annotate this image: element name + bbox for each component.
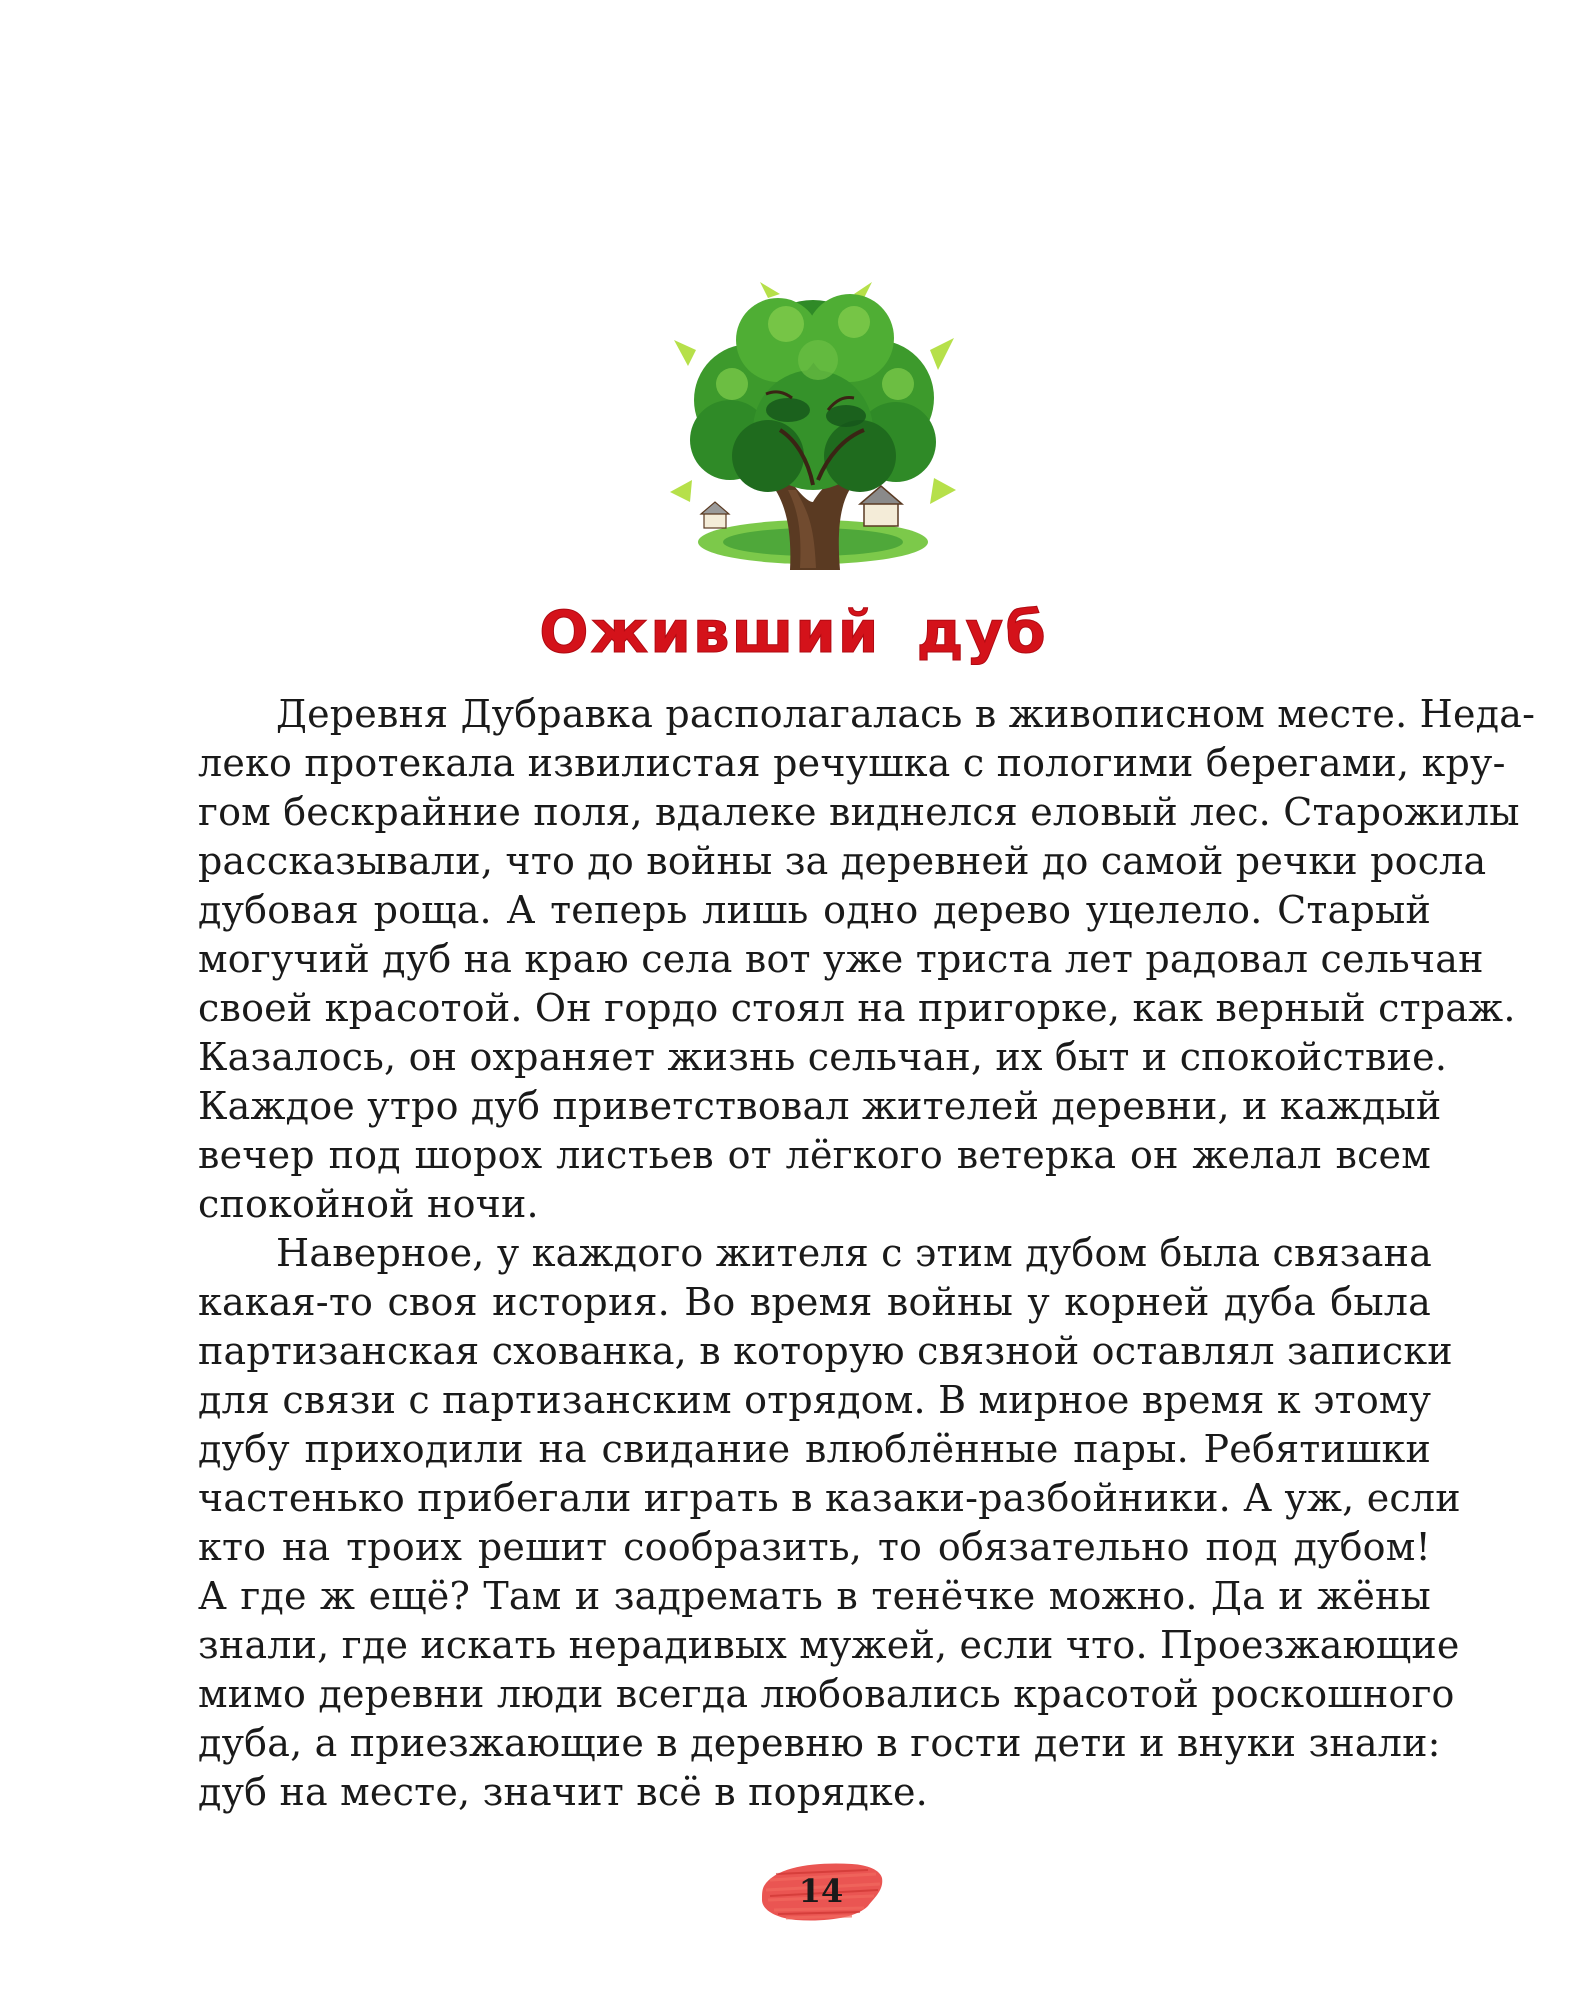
- text-line: рассказывали, что до войны за деревней до самой речки росла: [198, 839, 1487, 883]
- text-line: А где ж ещё? Там и задремать в тенёчке можно. Да и жёны: [198, 1574, 1431, 1618]
- text-line: Деревня Дубравка располагалась в живописном месте. Неда-: [276, 692, 1536, 736]
- text-line: дубовая роща. А теперь лишь одно дерево уцелело. Старый: [198, 888, 1431, 932]
- text-line: вечер под шорох листьев от лёгкого ветерка он желал всем: [198, 1133, 1431, 1177]
- text-line: для связи с партизанским отрядом. В мирное время к этому: [198, 1378, 1432, 1422]
- oak-tree-illustration: [668, 280, 958, 580]
- text-line: мимо деревни люди всегда любовались красотой роскошного: [198, 1672, 1455, 1716]
- story-body: [198, 690, 1536, 1817]
- text-line: частенько прибегали играть в казаки-разбойники. А уж, если: [198, 1476, 1461, 1520]
- text-line: Казалось, он охраняет жизнь сельчан, их быт и спокойствие.: [198, 1035, 1448, 1079]
- text-line: леко протекала извилистая речушка с пологими берегами, кру-: [198, 741, 1506, 785]
- text-line: дуба, а приезжающие в деревню в гости дети и внуки знали:: [198, 1721, 1441, 1765]
- paragraph-1: [198, 690, 1536, 1229]
- text-line: дуб на месте, значит всё в порядке.: [198, 1770, 928, 1814]
- story-title: Оживший дуб: [539, 598, 1048, 666]
- text-line: могучий дуб на краю села вот уже триста лет радовал сельчан: [198, 937, 1484, 981]
- text-line: дубу приходили на свидание влюблённые пары. Ребятишки: [198, 1427, 1431, 1471]
- text-line: Каждое утро дуб приветствовал жителей деревни, и каждый: [198, 1084, 1442, 1128]
- text-line: знали, где искать нерадивых мужей, если что. Проезжающие: [198, 1623, 1460, 1667]
- text-line: своей красотой. Он гордо стоял на пригорке, как верный страж.: [198, 986, 1516, 1030]
- text-line: спокойной ночи.: [198, 1182, 539, 1226]
- page-number: 14: [798, 1872, 844, 1910]
- text-line: партизанская схованка, в которую связной оставлял записки: [198, 1329, 1453, 1373]
- paragraph-2: [198, 1229, 1461, 1817]
- text-line: гом бескрайние поля, вдалеке виднелся еловый лес. Старожилы: [198, 790, 1520, 834]
- oak-tree-icon: [668, 280, 958, 580]
- text-line: Наверное, у каждого жителя с этим дубом была связана: [276, 1231, 1432, 1275]
- page-number-badge: [756, 1856, 886, 1926]
- text-line: кто на троих решит сообразить, то обязательно под дубом!: [198, 1525, 1431, 1569]
- text-line: какая-то своя история. Во время войны у корней дуба была: [198, 1280, 1431, 1324]
